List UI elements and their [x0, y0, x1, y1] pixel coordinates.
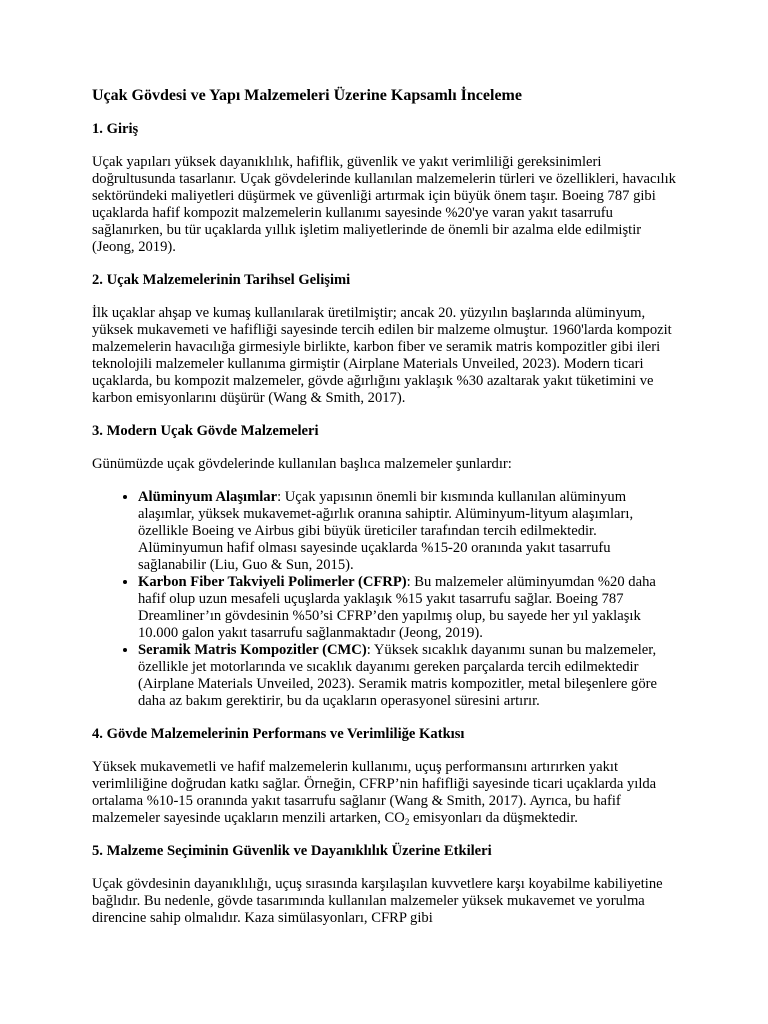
list-item-term: Karbon Fiber Takviyeli Polimerler (CFRP): [138, 574, 407, 590]
materials-list: [92, 489, 682, 710]
list-item-text: : Bu malzemeler alüminyumdan %20 daha hafif olup uzun mesafeli uçuşlarda yaklaşık %15 yakıt tasarrufu sağlar. Boeing 787 Dreamliner’ın gövdesinin %50’si CFRP’den yapılmış olup, bu sayede her yıl yaklaşık 10.000 galon yakıt tasarrufu sağlanmaktadır (Jeong, 2019).: [138, 574, 656, 641]
section-paragraph-safety: Uçak gövdesinin dayanıklılığı, uçuş sırasında karşılaşılan kuvvetlere karşı koyabilme kabiliyetine bağlıdır. Bu nedenle, gövde tasarımında kullanılan malzemeler yüksek mukavemet ve yorulma direncine sahip olmalıdır. Kaza simülasyonları, CFRP gibi: [92, 876, 663, 926]
list-item-term: Seramik Matris Kompozitler (CMC): [138, 642, 367, 658]
section-heading-performance: 4. Gövde Malzemelerinin Performans ve Verimliliğe Katkısı: [92, 726, 465, 742]
section-heading-history: 2. Uçak Malzemelerinin Tarihsel Gelişimi: [92, 272, 351, 288]
list-item-cmc: [138, 642, 682, 710]
list-item-text: : Yüksek sıcaklık dayanımı sunan bu malzemeler, özellikle jet motorlarında ve sıcaklık dayanımı gereken parçalarda tercih edilmektedir (Airplane Materials Unveiled, 2023). Seramik matris kompozitler, metal bileşenlere göre daha az bakım gerektirir, bu da uçakların operasyonel süresini artırır.: [138, 642, 657, 709]
section-paragraph-history: İlk uçaklar ahşap ve kumaş kullanılarak üretilmiştir; ancak 20. yüzyılın başlarında alüminyum, yüksek mukavemeti ve hafifliği sayesinde tercih edilen bir malzeme olmuştur. 1960'larda kompozit malzemelerin havacılığa girmesiyle birlikte, karbon fiber ve seramik matris kompozitler gibi ileri teknolojili malzemeler kullanıma girmiştir (Airplane Materials Unveiled, 2023). Modern ticari uçaklarda, bu kompozit malzemeler, gövde ağırlığını yaklaşık %30 azaltarak yakıt tüketimini ve karbon emisyonlarını düşürür (Wang & Smith, 2017).: [92, 305, 672, 406]
list-item-aluminum: [138, 489, 682, 574]
list-item-text: : Uçak yapısının önemli bir kısmında kullanılan alüminyum alaşımlar, yüksek mukavemet-ağırlık oranına sahiptir. Alüminyum-lityum alaşımları, özellikle Boeing ve Airbus gibi büyük üreticiler tarafından tercih edilmektedir. Alüminyumun hafif olması sayesinde uçaklarda %15-20 oranında yakıt tasarrufu sağlanabilir (Liu, Guo & Sun, 2015).: [138, 489, 634, 573]
section-paragraph-modern-intro: Günümüzde uçak gövdelerinde kullanılan başlıca malzemeler şunlardır:: [92, 456, 512, 472]
subscript-2: 2: [404, 817, 410, 827]
section-paragraph-performance: [92, 759, 682, 827]
section-heading-modern-materials: 3. Modern Uçak Gövde Malzemeleri: [92, 423, 319, 439]
section-heading-safety: 5. Malzeme Seçiminin Güvenlik ve Dayanıklılık Üzerine Etkileri: [92, 843, 492, 859]
list-item-cfrp: [138, 574, 682, 642]
list-item-term: Alüminyum Alaşımlar: [138, 489, 278, 505]
document-body: [92, 86, 682, 943]
document-title: Uçak Gövdesi ve Yapı Malzemeleri Üzerine Kapsamlı İnceleme: [92, 87, 522, 104]
section-heading-intro: 1. Giriş: [92, 121, 139, 137]
paragraph-text: Yüksek mukavemetli ve hafif malzemelerin kullanımı, uçuş performansını artırırken yakıt verimliliğine doğrudan katkı sağlar. Örneğin, CFRP’nin hafifliği sayesinde ticari uçaklarda yılda ortalama %10-15 oranında yakıt tasarrufu sağlanır (Wang & Smith, 2017). Ayrıca, bu hafif malzemeler sayesinde uçakların menzili artarken, CO: [92, 759, 657, 826]
paragraph-text-end: emisyonları da düşmektedir.: [409, 810, 578, 826]
section-paragraph-intro: Uçak yapıları yüksek dayanıklılık, hafiflik, güvenlik ve yakıt verimliliği gereksinimleri doğrultusunda tasarlanır. Uçak gövdelerinde kullanılan malzemelerin türleri ve özellikleri, havacılık sektöründeki maliyetleri düşürmek ve güvenliği artırmak için büyük önem taşır. Boeing 787 gibi uçaklarda hafif kompozit malzemelerin kullanımı sayesinde %20'ye varan yakıt tasarrufu sağlanırken, bu tür uçaklarda yıllık işletim maliyetlerinde de önemli bir azalma elde edilmiştir (Jeong, 2019).: [92, 154, 676, 255]
